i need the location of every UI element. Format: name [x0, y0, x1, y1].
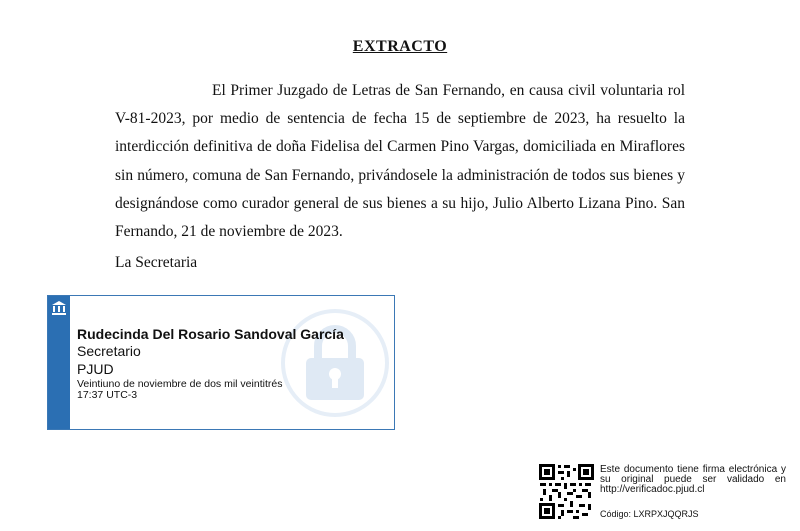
- extract-body: El Primer Juzgado de Letras de San Fernando, en causa civil voluntaria rol V-81-2023, por medio de sentencia de fecha 15 de septiembre de 2023, ha resuelto la interdicción definitiva de doña Fidelisa del Carmen Pino Vargas, domiciliada en Miraflores sin número, comuna de San Fernando, privándosele la administración de todos sus bienes y designándose como curador general de sus bienes a su hijo, Julio Alberto Lizana Pino. San Fernando, 21 de noviembre de 2023.: [115, 82, 685, 241]
- verification-code: Código: LXRPXJQQRJS: [600, 509, 699, 519]
- signature-timestamp: [77, 379, 282, 401]
- signature-time: 17:37 UTC-3: [77, 389, 138, 401]
- lock-icon: [280, 308, 390, 418]
- signature-side-stripe: [48, 296, 70, 429]
- signature-date: Veintiuno de noviembre de dos mil veintitrés: [77, 378, 283, 390]
- document-title: EXTRACTO: [352, 38, 448, 55]
- signer-organization: PJUD: [77, 361, 114, 377]
- signer-role: Secretario: [77, 343, 141, 359]
- signer-name: Rudecinda Del Rosario Sandoval García: [77, 326, 344, 342]
- electronic-signature-box: [47, 295, 395, 430]
- closing-signatory-label: La Secretaria: [115, 254, 198, 271]
- verification-notice: Este documento tiene firma electrónica y su original puede ser validado en http://verificadoc.pjud.cl: [600, 464, 786, 495]
- courthouse-icon: [51, 300, 67, 316]
- qr-code-icon: [538, 463, 595, 520]
